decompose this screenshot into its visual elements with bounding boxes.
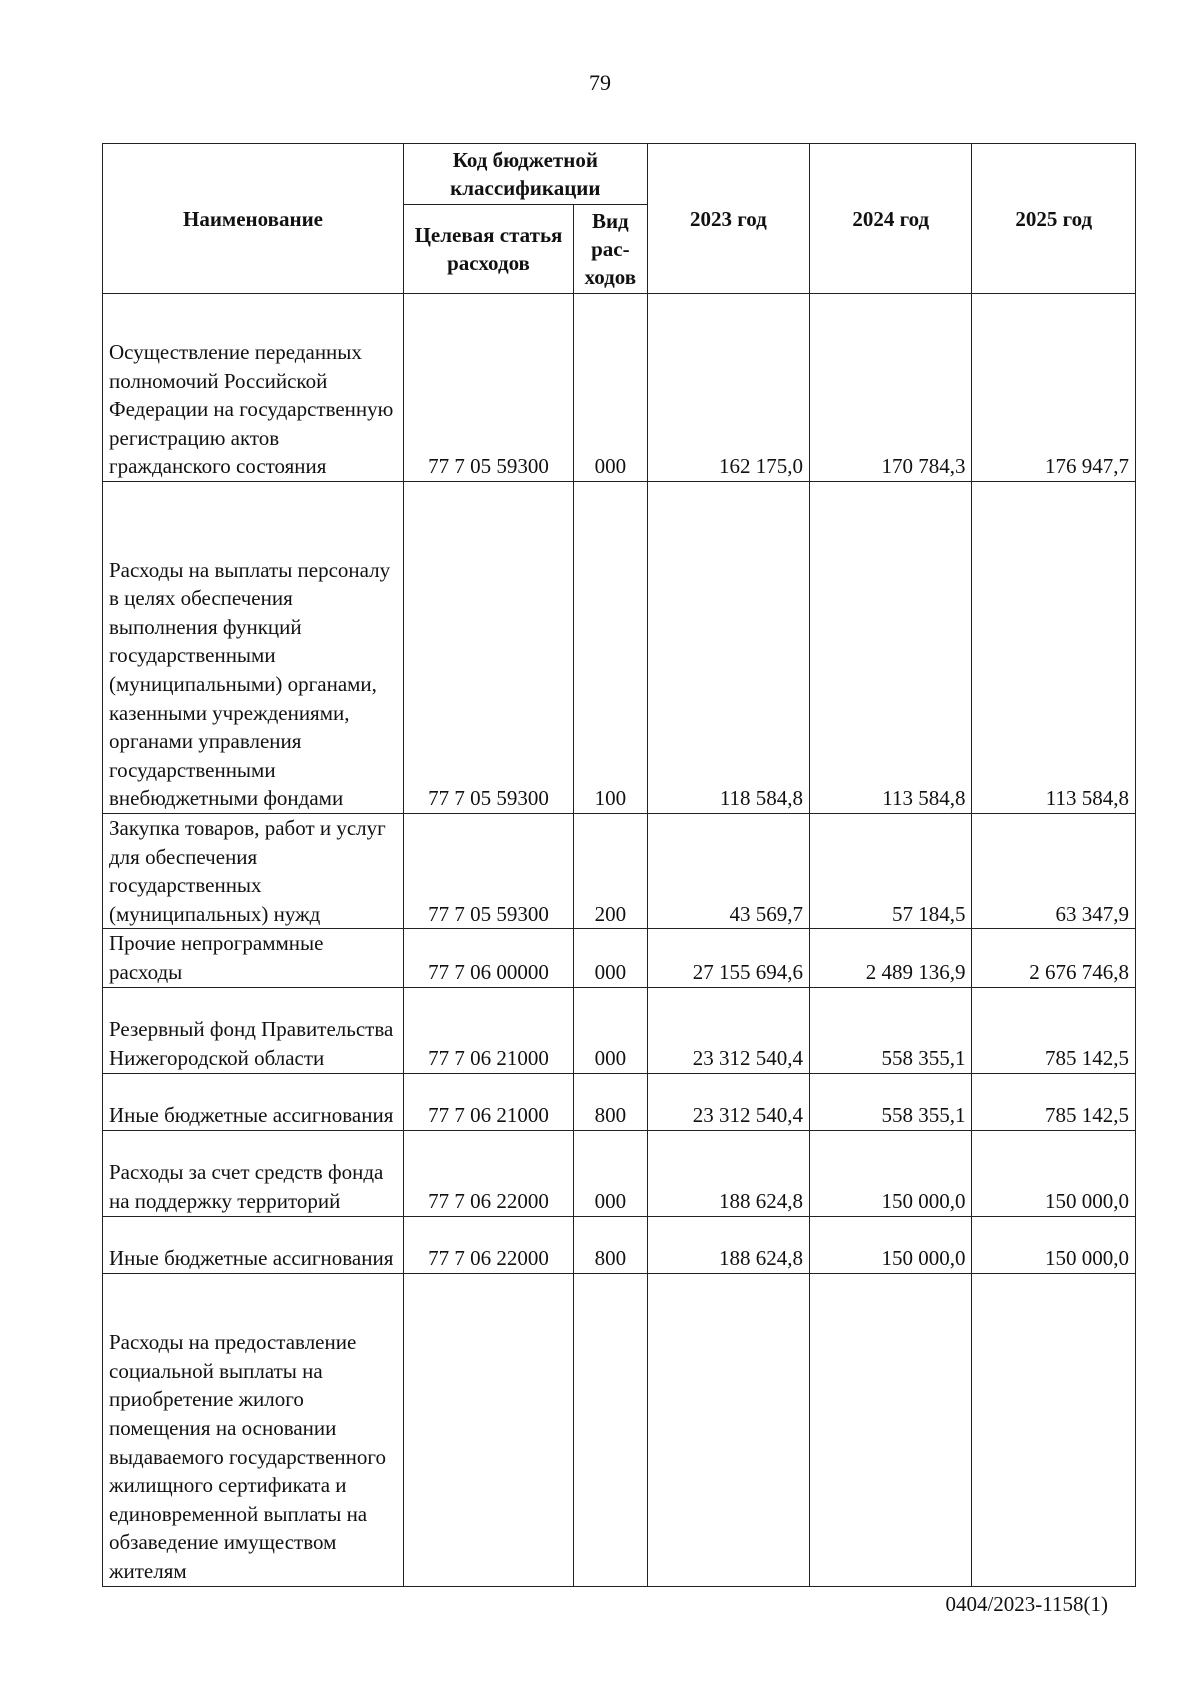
row-value-2025 <box>972 1273 1136 1586</box>
row-name: Расходы за счет средств фонда на поддержку территорий <box>103 1130 404 1216</box>
row-value-2025: 2 676 746,8 <box>972 929 1136 987</box>
row-value-2024: 113 584,8 <box>810 482 972 814</box>
row-expense-kind: 800 <box>574 1216 648 1273</box>
budget-table <box>102 143 1136 1587</box>
row-value-2024: 150 000,0 <box>810 1216 972 1273</box>
row-value-2024: 170 784,3 <box>810 294 972 482</box>
row-name: Расходы на предоставление социальной выплаты на приобретение жилого помещения на основании выдаваемого государственного жилищного сертификата и единовременной выплаты на обзаведение имуществом жителям <box>103 1273 404 1586</box>
row-value-2024: 558 355,1 <box>810 1073 972 1130</box>
row-value-2025: 63 347,9 <box>972 814 1136 929</box>
header-target-article: Целевая статья расходов <box>404 205 574 294</box>
row-value-2023: 118 584,8 <box>647 482 809 814</box>
row-name: Осуществление переданных полномочий Российской Федерации на государственную регистрацию актов гражданского состояния <box>103 294 404 482</box>
table-row <box>103 1273 1136 1586</box>
row-expense-kind: 100 <box>574 482 648 814</box>
row-target-article: 77 7 06 00000 <box>404 929 574 987</box>
row-value-2025: 113 584,8 <box>972 482 1136 814</box>
header-name: Наименование <box>103 144 404 294</box>
row-expense-kind: 000 <box>574 294 648 482</box>
row-target-article: 77 7 06 22000 <box>404 1216 574 1273</box>
header-code-group: Код бюджетной классификации <box>404 144 648 205</box>
row-name: Закупка товаров, работ и услуг для обеспечения государственных (муниципальных) нужд <box>103 814 404 929</box>
row-target-article: 77 7 05 59300 <box>404 482 574 814</box>
row-name: Иные бюджетные ассигнования <box>103 1073 404 1130</box>
row-target-article: 77 7 05 59300 <box>404 814 574 929</box>
row-expense-kind: 000 <box>574 987 648 1073</box>
header-expense-kind: Вид рас-ходов <box>574 205 648 294</box>
table-row <box>103 814 1136 929</box>
table-row <box>103 929 1136 987</box>
row-value-2025: 150 000,0 <box>972 1130 1136 1216</box>
row-value-2024: 558 355,1 <box>810 987 972 1073</box>
row-value-2023: 43 569,7 <box>647 814 809 929</box>
row-name: Иные бюджетные ассигнования <box>103 1216 404 1273</box>
row-value-2023: 23 312 540,4 <box>647 987 809 1073</box>
row-expense-kind <box>574 1273 648 1586</box>
row-value-2024: 2 489 136,9 <box>810 929 972 987</box>
row-value-2025: 150 000,0 <box>972 1216 1136 1273</box>
table-row <box>103 294 1136 482</box>
table-body <box>103 294 1136 1587</box>
row-name: Резервный фонд Правительства Нижегородской области <box>103 987 404 1073</box>
row-target-article: 77 7 06 21000 <box>404 1073 574 1130</box>
row-value-2025: 176 947,7 <box>972 294 1136 482</box>
row-target-article <box>404 1273 574 1586</box>
row-value-2023: 188 624,8 <box>647 1216 809 1273</box>
row-value-2025: 785 142,5 <box>972 1073 1136 1130</box>
row-name: Прочие непрограммные расходы <box>103 929 404 987</box>
row-value-2024: 57 184,5 <box>810 814 972 929</box>
row-target-article: 77 7 06 22000 <box>404 1130 574 1216</box>
row-value-2023: 23 312 540,4 <box>647 1073 809 1130</box>
document-number: 0404/2023-1158(1) <box>945 1592 1108 1616</box>
row-value-2024 <box>810 1273 972 1586</box>
table-row <box>103 987 1136 1073</box>
row-value-2024: 150 000,0 <box>810 1130 972 1216</box>
header-year-2023: 2023 год <box>647 144 809 294</box>
row-expense-kind: 200 <box>574 814 648 929</box>
row-value-2023: 162 175,0 <box>647 294 809 482</box>
row-value-2023: 27 155 694,6 <box>647 929 809 987</box>
page-number: 79 <box>589 70 611 95</box>
row-name: Расходы на выплаты персоналу в целях обеспечения выполнения функций государственными (муниципальными) органами, казенными учреждениями, органами управления государственными внебюджетными фондами <box>103 482 404 814</box>
table-row <box>103 1216 1136 1273</box>
table-row <box>103 1073 1136 1130</box>
row-value-2023: 188 624,8 <box>647 1130 809 1216</box>
row-value-2025: 785 142,5 <box>972 987 1136 1073</box>
header-year-2025: 2025 год <box>972 144 1136 294</box>
header-year-2024: 2024 год <box>810 144 972 294</box>
row-expense-kind: 000 <box>574 1130 648 1216</box>
row-expense-kind: 000 <box>574 929 648 987</box>
table-row <box>103 482 1136 814</box>
row-target-article: 77 7 06 21000 <box>404 987 574 1073</box>
row-target-article: 77 7 05 59300 <box>404 294 574 482</box>
row-expense-kind: 800 <box>574 1073 648 1130</box>
table-header <box>103 144 1136 294</box>
table-row <box>103 1130 1136 1216</box>
row-value-2023 <box>647 1273 809 1586</box>
